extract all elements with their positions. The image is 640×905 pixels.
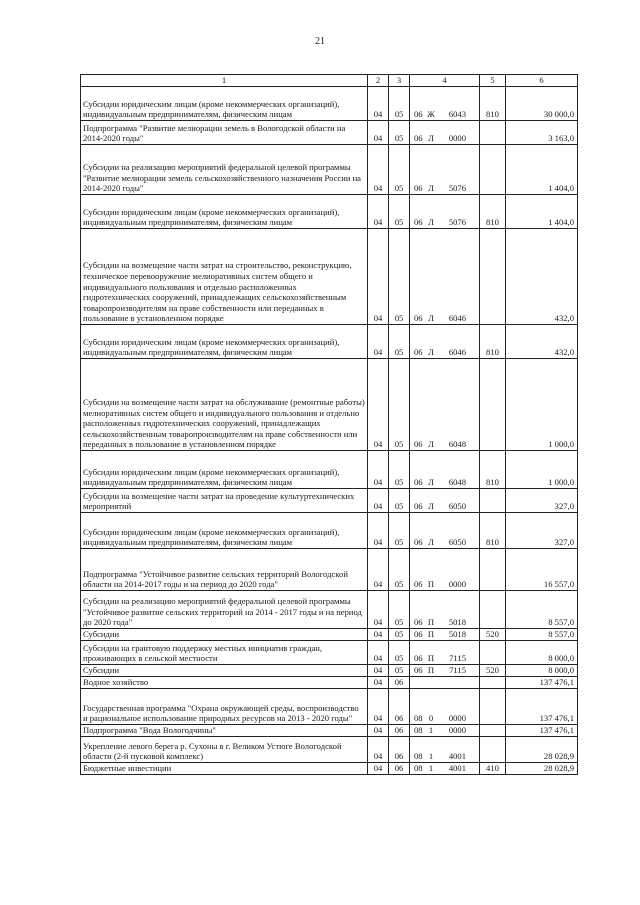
row-target-code [410, 689, 480, 725]
code-part: 5018 [448, 617, 466, 628]
row-section-code: 04 [368, 195, 389, 229]
row-expense-type [480, 641, 506, 665]
row-amount: 16 557,0 [506, 549, 578, 591]
code-part: 6050 [448, 501, 466, 512]
row-description: Укрепление левого берега р. Сухоны в г. Великом Устюге Вологодской области (2-й пусковой комплекс) [81, 737, 368, 763]
code-part: 08 [414, 725, 423, 736]
row-target-code [410, 195, 480, 229]
row-description: Подпрограмма "Устойчивое развитие сельских территорий Вологодской области на 2014-2017 годы и на период до 2020 года" [81, 549, 368, 591]
row-description: Субсидии на реализацию мероприятий федеральной целевой программы "Развитие мелиорации земель сельскохозяйственного назначения России на 2014-2020 годы" [81, 145, 368, 195]
row-section-code: 04 [368, 325, 389, 359]
table-row [81, 641, 578, 665]
row-amount: 1 000,0 [506, 451, 578, 489]
budget-table [80, 74, 578, 775]
table-row [81, 725, 578, 737]
row-amount: 327,0 [506, 489, 578, 513]
row-subsection-code: 05 [389, 325, 410, 359]
row-subsection-code: 05 [389, 145, 410, 195]
code-part: 0000 [448, 725, 466, 736]
row-section-code: 04 [368, 451, 389, 489]
column-header: 2 [368, 75, 389, 87]
table-row [81, 677, 578, 689]
row-section-code: 04 [368, 591, 389, 629]
row-amount: 432,0 [506, 325, 578, 359]
code-part: 6048 [448, 439, 466, 450]
row-target-code [410, 677, 480, 689]
row-expense-type [480, 549, 506, 591]
row-target-code [410, 489, 480, 513]
table-row [81, 87, 578, 121]
row-description: Подпрограмма "Вода Вологодчины" [81, 725, 368, 737]
table-row [81, 513, 578, 549]
code-part: 06 [414, 477, 423, 488]
code-part: 7115 [449, 665, 466, 676]
row-expense-type [480, 725, 506, 737]
row-subsection-code: 05 [389, 87, 410, 121]
row-amount: 137 476,1 [506, 689, 578, 725]
row-target-code [410, 87, 480, 121]
code-part: 6046 [448, 347, 466, 358]
code-part: П [427, 665, 435, 676]
table-row [81, 359, 578, 451]
code-part: Л [428, 501, 434, 512]
code-part: 06 [414, 347, 423, 358]
code-part: 06 [414, 109, 423, 120]
code-part: 08 [414, 713, 423, 724]
page-number: 21 [315, 36, 325, 47]
row-expense-type [480, 591, 506, 629]
row-amount: 137 476,1 [506, 677, 578, 689]
code-part: 06 [414, 133, 423, 144]
row-subsection-code: 05 [389, 121, 410, 145]
row-expense-type: 810 [480, 513, 506, 549]
row-section-code: 04 [368, 229, 389, 325]
column-header: 1 [81, 75, 368, 87]
table-row [81, 229, 578, 325]
row-expense-type [480, 145, 506, 195]
code-part: 08 [414, 763, 423, 774]
row-expense-type [480, 229, 506, 325]
table-row [81, 145, 578, 195]
row-target-code [410, 325, 480, 359]
code-part: Л [428, 183, 434, 194]
row-subsection-code: 06 [389, 725, 410, 737]
column-header: 3 [389, 75, 410, 87]
row-expense-type: 520 [480, 629, 506, 641]
row-expense-type: 810 [480, 451, 506, 489]
code-part: 6046 [448, 313, 466, 324]
code-part: Л [428, 477, 434, 488]
row-expense-type [480, 677, 506, 689]
row-target-code [410, 591, 480, 629]
row-description: Субсидии на возмещение части затрат на обслуживание (ремонтные работы) мелиоративных систем общего и индивидуального пользования и отдельно расположенных гидротехнических сооружений, принадлежащих сельскохозяйственным товаропроизводителям на праве собственности или переданных в пользование в установленном порядке [81, 359, 368, 451]
row-section-code: 04 [368, 145, 389, 195]
row-subsection-code: 05 [389, 513, 410, 549]
row-amount: 432,0 [506, 229, 578, 325]
table-row [81, 489, 578, 513]
table-row [81, 591, 578, 629]
row-subsection-code: 05 [389, 359, 410, 451]
row-target-code [410, 451, 480, 489]
table-row [81, 665, 578, 677]
row-subsection-code: 05 [389, 229, 410, 325]
table-row [81, 689, 578, 725]
row-target-code [410, 737, 480, 763]
column-header: 5 [480, 75, 506, 87]
code-part: 0000 [448, 713, 466, 724]
row-subsection-code: 06 [389, 689, 410, 725]
row-expense-type: 410 [480, 763, 506, 775]
row-section-code: 04 [368, 737, 389, 763]
row-section-code: 04 [368, 763, 389, 775]
code-part: 1 [428, 725, 434, 736]
row-amount: 3 163,0 [506, 121, 578, 145]
row-subsection-code: 06 [389, 677, 410, 689]
code-part: 1 [428, 763, 434, 774]
row-expense-type [480, 689, 506, 725]
row-amount: 28 028,9 [506, 737, 578, 763]
row-subsection-code: 05 [389, 629, 410, 641]
row-section-code: 04 [368, 641, 389, 665]
code-part: Л [428, 133, 434, 144]
code-part: 06 [414, 629, 423, 640]
code-part: 06 [414, 501, 423, 512]
row-section-code: 04 [368, 549, 389, 591]
code-part: 0 [428, 713, 434, 724]
table-row [81, 737, 578, 763]
row-description: Субсидии на грантовую поддержку местных инициатив граждан, проживающих в сельской местности [81, 641, 368, 665]
code-part: 06 [414, 183, 423, 194]
row-expense-type: 520 [480, 665, 506, 677]
code-part: 4001 [448, 763, 466, 774]
row-section-code: 04 [368, 629, 389, 641]
row-section-code: 04 [368, 359, 389, 451]
row-target-code [410, 549, 480, 591]
code-part: 0000 [448, 579, 466, 590]
row-section-code: 04 [368, 513, 389, 549]
code-part: 06 [414, 439, 423, 450]
table-row [81, 121, 578, 145]
code-part: Ж [427, 109, 435, 120]
row-description: Субсидии юридическим лицам (кроме некоммерческих организаций), индивидуальным предпринимателям, физическим лицам [81, 451, 368, 489]
row-amount: 8 557,0 [506, 629, 578, 641]
code-part: 0000 [448, 133, 466, 144]
code-part: 4001 [448, 751, 466, 762]
table-row [81, 325, 578, 359]
code-part: 7115 [449, 653, 466, 664]
row-expense-type [480, 359, 506, 451]
header-row [81, 75, 578, 87]
row-target-code [410, 763, 480, 775]
table-row [81, 629, 578, 641]
row-target-code [410, 359, 480, 451]
row-subsection-code: 05 [389, 195, 410, 229]
row-amount: 327,0 [506, 513, 578, 549]
table-row [81, 549, 578, 591]
code-part: П [427, 579, 435, 590]
code-part: 1 [428, 751, 434, 762]
code-part: Л [428, 313, 434, 324]
row-description: Подпрограмма "Развитие мелиорации земель в Вологодской области на 2014-2020 годы" [81, 121, 368, 145]
row-subsection-code: 05 [389, 489, 410, 513]
row-amount: 8 000,0 [506, 641, 578, 665]
row-section-code: 04 [368, 87, 389, 121]
row-description: Субсидии [81, 665, 368, 677]
row-description: Субсидии юридическим лицам (кроме некоммерческих организаций), индивидуальным предпринимателям, физическим лицам [81, 513, 368, 549]
row-description: Субсидии юридическим лицам (кроме некоммерческих организаций), индивидуальным предпринимателям, физическим лицам [81, 195, 368, 229]
row-subsection-code: 06 [389, 737, 410, 763]
code-part: Л [428, 439, 434, 450]
code-part: П [427, 629, 435, 640]
row-subsection-code: 05 [389, 665, 410, 677]
row-amount: 30 000,0 [506, 87, 578, 121]
row-section-code: 04 [368, 725, 389, 737]
code-part: 6043 [448, 109, 466, 120]
row-section-code: 04 [368, 121, 389, 145]
row-target-code [410, 641, 480, 665]
column-header: 6 [506, 75, 578, 87]
row-description: Субсидии юридическим лицам (кроме некоммерческих организаций), индивидуальным предпринимателям, физическим лицам [81, 325, 368, 359]
code-part: 06 [414, 217, 423, 228]
row-section-code: 04 [368, 677, 389, 689]
code-part: П [427, 653, 435, 664]
row-amount: 28 028,9 [506, 763, 578, 775]
row-expense-type [480, 121, 506, 145]
code-part: 06 [414, 537, 423, 548]
row-subsection-code: 05 [389, 591, 410, 629]
row-expense-type [480, 489, 506, 513]
code-part: 06 [414, 653, 423, 664]
code-part: 5076 [448, 183, 466, 194]
row-target-code [410, 229, 480, 325]
row-description: Субсидии на возмещение части затрат на проведение культуртехнических мероприятий [81, 489, 368, 513]
row-description: Субсидии юридическим лицам (кроме некоммерческих организаций), индивидуальным предпринимателям, физическим лицам [81, 87, 368, 121]
table-row [81, 451, 578, 489]
row-amount: 8 557,0 [506, 591, 578, 629]
row-description: Бюджетные инвестиции [81, 763, 368, 775]
row-target-code [410, 121, 480, 145]
row-section-code: 04 [368, 665, 389, 677]
row-expense-type: 810 [480, 87, 506, 121]
row-description: Субсидии [81, 629, 368, 641]
code-part: 5076 [448, 217, 466, 228]
row-expense-type [480, 737, 506, 763]
row-amount: 1 000,0 [506, 359, 578, 451]
code-part: 06 [414, 665, 423, 676]
code-part: 06 [414, 579, 423, 590]
row-target-code [410, 145, 480, 195]
row-description: Водное хозяйство [81, 677, 368, 689]
row-subsection-code: 05 [389, 451, 410, 489]
row-expense-type: 810 [480, 195, 506, 229]
code-part: 06 [414, 313, 423, 324]
table-row [81, 195, 578, 229]
row-amount: 137 476,1 [506, 725, 578, 737]
code-part: 5018 [448, 629, 466, 640]
row-description: Государственная программа "Охрана окружающей среды, воспроизводство и рациональное использование природных ресурсов на 2013 - 2020 годы" [81, 689, 368, 725]
code-part: 6048 [448, 477, 466, 488]
code-part: 6050 [448, 537, 466, 548]
code-part: Л [428, 217, 434, 228]
row-subsection-code: 05 [389, 549, 410, 591]
code-part: Л [428, 347, 434, 358]
code-part: П [427, 617, 435, 628]
row-amount: 1 404,0 [506, 195, 578, 229]
row-section-code: 04 [368, 689, 389, 725]
row-subsection-code: 05 [389, 641, 410, 665]
row-amount: 1 404,0 [506, 145, 578, 195]
row-subsection-code: 06 [389, 763, 410, 775]
row-target-code [410, 725, 480, 737]
row-expense-type: 810 [480, 325, 506, 359]
row-amount: 8 000,0 [506, 665, 578, 677]
row-target-code [410, 513, 480, 549]
row-target-code [410, 629, 480, 641]
code-part: 08 [414, 751, 423, 762]
row-target-code [410, 665, 480, 677]
column-header: 4 [410, 75, 480, 87]
row-description: Субсидии на реализацию мероприятий федеральной целевой программы "Устойчивое развитие сельских территорий на 2014 - 2017 годы и на период до 2020 года" [81, 591, 368, 629]
row-description: Субсидии на возмещение части затрат на строительство, реконструкцию, техническое перевооружение мелиоративных систем общего и индивидуального пользования и отдельно расположенных гидротехнических сооружений, принадлежащих сельскохозяйственным товаропроизводителям на праве собственности или переданных в пользование в установленном порядке [81, 229, 368, 325]
row-section-code: 04 [368, 489, 389, 513]
table-row [81, 763, 578, 775]
code-part: 06 [414, 617, 423, 628]
code-part: Л [428, 537, 434, 548]
